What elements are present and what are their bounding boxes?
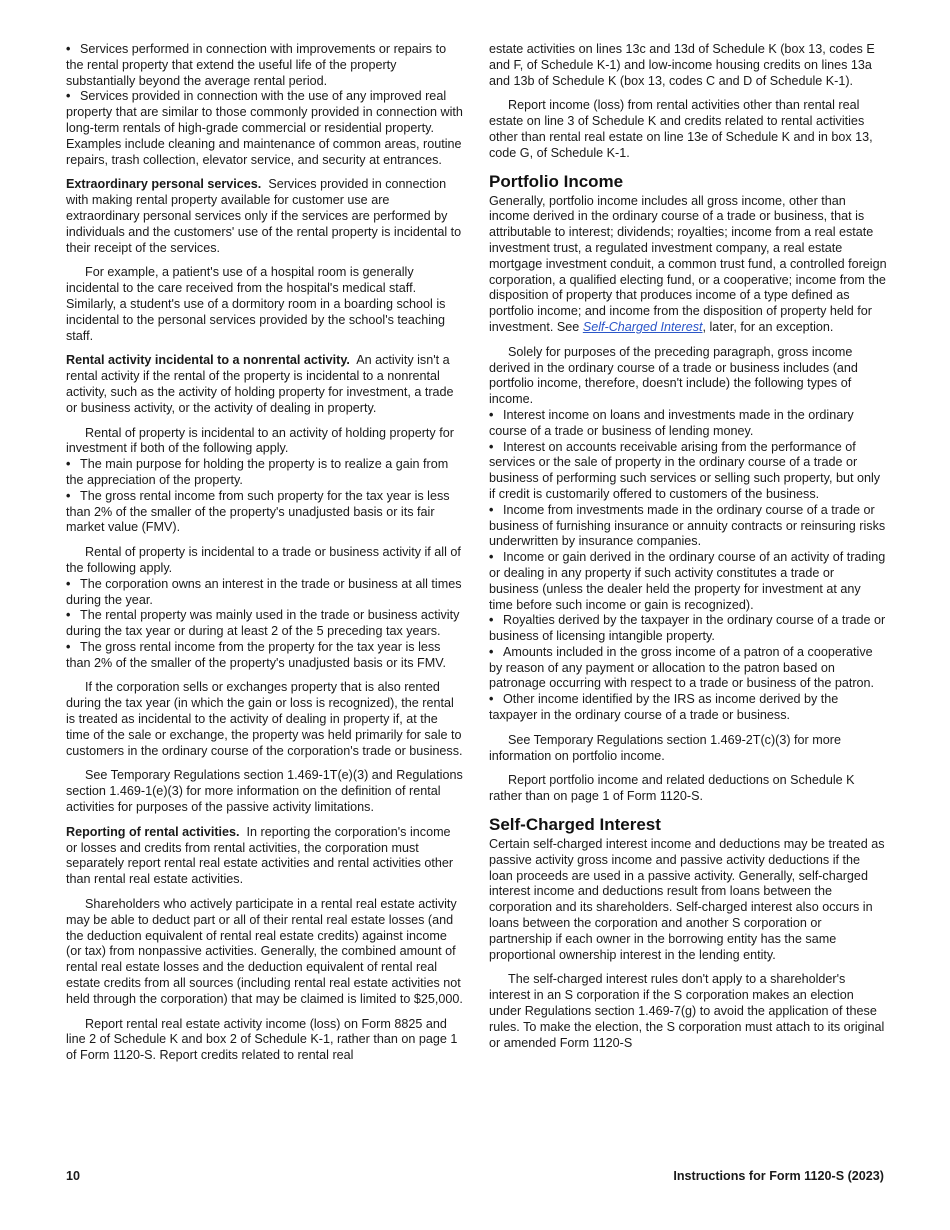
bullet-services-improvements: • Services performed in connection with improvements or repairs to the rental property that extend the useful life of the property substantially beyond the average rental period.	[66, 42, 464, 89]
footer-form-title: Instructions for Form 1120-S (2023)	[673, 1169, 884, 1183]
paragraph-holding-intro: Rental of property is incidental to an activity of holding property for investment if both of the following apply.	[66, 425, 454, 456]
paragraph-shareholders: Shareholders who actively participate in a rental real estate activity may be able to deduct part or all of their rental real estate losses (and the deduction equivalent of rental real estate credits) against income (or tax) from nonpassive activities. Generally, the combined amount of rental real estate losses and the deduction equivalent of rental real estate credits from all sources (including rental real estate activities not held through the corporation) that may be claimed is limited to $25,000.	[66, 897, 463, 1006]
paragraph-trade-intro: Rental of property is incidental to a trade or business activity if all of the following apply.	[66, 545, 461, 575]
paragraph-solely: Solely for purposes of the preceding paragraph, gross income derived in the ordinary course of a trade or business includes (and portfolio income, therefore, doesn't include) the following types of income.	[489, 344, 858, 407]
right-column	[489, 42, 887, 1060]
left-column	[66, 42, 464, 1073]
extraordinary-body: Services provided in connection with making rental property available for customer use are extraordinary personal services only if the services are performed by individuals and the customers' use of the rental property is incidental to their receipt of the services.	[66, 177, 462, 255]
bullet-holding-2: • The gross rental income from such property for the tax year is less than 2% of the smaller of the property's unadjusted basis or its fair market value (FMV).	[66, 489, 464, 536]
paragraph-extraordinary-services	[66, 177, 464, 256]
bullet-ordinary-7: • Other income identified by the IRS as income derived by the taxpayer in the ordinary course of a trade or business.	[489, 692, 887, 724]
paragraph-see-regulations: See Temporary Regulations section 1.469-1T(e)(3) and Regulations section 1.469-1(e)(3) for more information on the definition of rental activities for purposes of the passive activity limitations.	[66, 768, 463, 815]
heading-self-charged-interest: Self-Charged Interest	[489, 815, 661, 835]
bullet-trade-3: • The gross rental income from the property for the tax year is less than 2% of the smaller of the property's unadjusted basis or its FMV.	[66, 640, 464, 672]
portfolio-definition-end: , later, for an exception.	[702, 319, 834, 334]
paragraph-self-charged-election: The self-charged interest rules don't apply to a shareholder's interest in an S corporation if the S corporation makes an election under Regulations section 1.469-7(g) to avoid the application of these rules. To make the election, the S corporation must attach to its original or amended Form 1120-S	[489, 972, 885, 1050]
portfolio-definition-text: Generally, portfolio income includes all gross income, other than income derived in the ordinary course of a trade or business, that is attributable to interest; dividends; royalties; income from a real estate investment trust, a regulated investment company, a real estate mortgage investment conduit, a common trust fund, a controlled foreign corporation, a qualified electing fund, or a cooperative; income from the disposition of property that produces income of a type defined as portfolio income; and income from the disposition of property held for investment. See	[489, 193, 887, 334]
bullet-trade-2: • The rental property was mainly used in the trade or business activity during the tax year or during at least 2 of the 5 preceding tax years.	[66, 608, 464, 640]
paragraph-self-charged-definition: Certain self-charged interest income and deductions may be treated as passive activity gross income and passive activity deductions if the loan proceeds are used in a passive activity. Generally, self-charged interest income and deductions result from loans between the corporation and its shareholders. Self-charged interest also occurs in loans between the corporation and another S corporation or partnership if each owner in the borrowing entity has the same proportional ownership interest in the lending entity.	[489, 837, 885, 962]
bullet-ordinary-2: • Interest on accounts receivable arising from the performance of services or the sale of property in the ordinary course of a trade or business of performing such services or selling such property, but only if credit is customarily offered to customers of the business.	[489, 440, 887, 503]
paragraph-report-rental-income: Report rental real estate activity income (loss) on Form 8825 and line 2 of Schedule K and box 2 of Schedule K-1, rather than on page 1 of Form 1120-S. Report credits related to rental real	[66, 1016, 458, 1063]
run-in-heading-reporting: Reporting of rental activities.	[66, 824, 240, 839]
bullet-ordinary-5: • Royalties derived by the taxpayer in the ordinary course of a trade or business of licensing intangible property.	[489, 613, 887, 645]
run-in-heading-extraordinary: Extraordinary personal services.	[66, 177, 262, 192]
bullet-ordinary-3: • Income from investments made in the ordinary course of a trade or business of furnishing insurance or annuity contracts or reinsuring risks underwritten by insurance companies.	[489, 503, 887, 550]
reporting-body: In reporting the corporation's income or losses and credits from rental activities, the corporation must separately report rental real estate activities and rental activities other than rental real estate activities.	[66, 824, 454, 887]
page-number: 10	[66, 1169, 81, 1183]
run-in-heading-nonrental: Rental activity incidental to a nonrental activity.	[66, 353, 350, 368]
bullet-ordinary-6: • Amounts included in the gross income of a patron of a cooperative by reason of any payment or allocation to the patron based on patronage occurring with respect to a trade or business of the patron.	[489, 645, 887, 692]
bullet-services-improved-property: • Services provided in connection with the use of any improved real property that are similar to those commonly provided in connection with long-term rentals of high-grade commercial or residential property. Examples include cleaning and maintenance of common areas, routine repairs, trash collection, elevator service, and security at entrances.	[66, 89, 464, 168]
paragraph-example: For example, a patient's use of a hospital room is generally incidental to the care received from the hospital's medical staff. Similarly, a student's use of a dormitory room in a boarding school is incidental to the personal services provided by the school's teaching staff.	[66, 265, 446, 343]
bullet-holding-1: • The main purpose for holding the property is to realize a gain from the appreciation of the property.	[66, 457, 464, 489]
bullet-trade-1: • The corporation owns an interest in the trade or business at all times during the year.	[66, 577, 464, 609]
paragraph-report-portfolio: Report portfolio income and related deductions on Schedule K rather than on page 1 of Form 1120-S.	[489, 773, 855, 804]
bullet-ordinary-4: • Income or gain derived in the ordinary course of an activity of trading or dealing in any property if such activity constitutes a trade or business (unless the dealer held the property for investment at any time before such income or gain is recognized).	[489, 550, 887, 613]
paragraph-reporting-rental	[66, 825, 464, 888]
bullet-ordinary-1: • Interest income on loans and investments made in the ordinary course of a trade or business of lending money.	[489, 408, 887, 440]
paragraph-nonrental	[66, 353, 464, 416]
paragraph-sells-property: If the corporation sells or exchanges property that is also rented during the tax year (in which the gain or loss is recognized), the rental is treated as incidental to the activity of dealing in property if, at the time of the sale or exchange, the property was held primarily for sale to customers in the ordinary course of the corporation's trade or business.	[66, 680, 463, 758]
self-charged-interest-link[interactable]: Self-Charged Interest	[582, 319, 703, 334]
heading-portfolio-income: Portfolio Income	[489, 171, 624, 191]
paragraph-continued-credits: estate activities on lines 13c and 13d of Schedule K (box 13, codes E and F, of Schedule K-1) and low-income housing credits on lines 13a and 13b of Schedule K (box 13, codes C and D of Schedule K-1).	[489, 42, 875, 88]
paragraph-report-other-rental: Report income (loss) from rental activities other than rental real estate on line 3 of Schedule K and credits related to rental activities other than rental real estate on line 13e of Schedule K and in box 13, code G, of Schedule K-1.	[489, 98, 873, 160]
paragraph-see-temporary-regs: See Temporary Regulations section 1.469-2T(c)(3) for more information on portfolio income.	[489, 732, 841, 763]
paragraph-portfolio-definition	[489, 194, 887, 336]
nonrental-body: An activity isn't a rental activity if the rental of the property is incidental to a nonrental activity, such as the activity of holding property for investment, a trade or business activity, or the activity of dealing in property.	[66, 353, 454, 415]
